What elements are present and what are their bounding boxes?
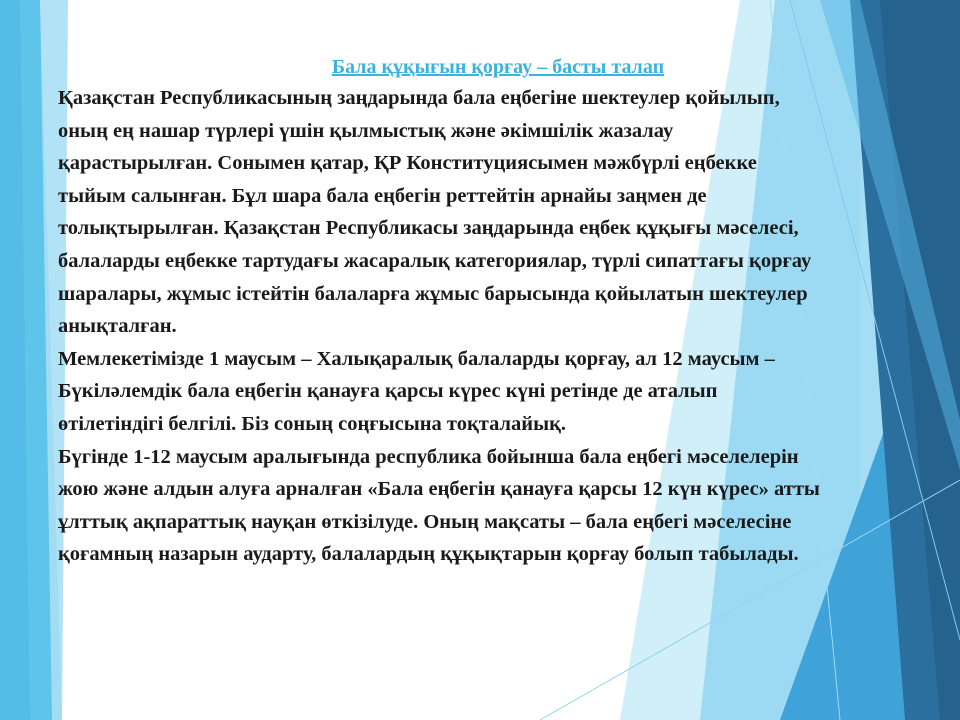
paragraph-line: өтілетіндігі белгілі. Біз соның соңғысына тоқталайық.: [58, 412, 567, 435]
paragraph-line: қарастырылған. Сонымен қатар, ҚР Конституциясымен мәжбүрлі еңбекке: [58, 152, 757, 175]
paragraph-line: Қазақстан Республикасының заңдарында бала еңбегіне шектеулер қойылып,: [58, 87, 780, 109]
paragraph: [58, 343, 938, 441]
paragraph-line: анықталған.: [58, 315, 177, 338]
paragraph-line: жою және алдын алуға арналған «Бала еңбегін қанауға қарсы 12 күн күрес» атты: [58, 478, 820, 501]
slide-title: Бала құқығын қорғау – басты талап: [331, 56, 665, 78]
paragraph-line: Мемлекетімізде 1 маусым – Халықаралық балаларды қорғау, ал 12 маусым –: [58, 347, 775, 370]
paragraph-line: балаларды еңбекке тартудағы жасаралық категориялар, түрлі сипаттағы қорғау: [58, 249, 812, 272]
paragraph-line: Бүкіләлемдік бала еңбегін қанауға қарсы күрес күні ретінде де аталып: [58, 380, 718, 403]
paragraph-line: тыйым салынған. Бұл шара бала еңбегін реттейтін арнайы заңмен де: [58, 184, 707, 207]
paragraph: [58, 441, 938, 571]
paragraph-line: оның ең нашар түрлері үшін қылмыстық және әкімшілік жазалау: [58, 119, 674, 142]
slide-content: [58, 52, 938, 571]
paragraph-line: шаралары, жұмыс істейтін балаларға жұмыс барысында қойылатын шектеулер: [58, 282, 808, 305]
paragraph-line: қоғамның назарын аударту, балалардың құқықтарын қорғау болып табылады.: [58, 543, 799, 566]
paragraph-list: [58, 82, 938, 571]
paragraph-line: ұлттық ақпараттық науқан өткізілуде. Оның мақсаты – бала еңбегі мәселесіне: [58, 510, 792, 533]
paragraph-line: Бүгінде 1-12 маусым аралығында республика бойынша бала еңбегі мәселелерін: [58, 445, 799, 468]
paragraph-line: толықтырылған. Қазақстан Республикасы заңдарында еңбек құқығы мәселесі,: [58, 217, 799, 240]
paragraph: [58, 82, 938, 343]
